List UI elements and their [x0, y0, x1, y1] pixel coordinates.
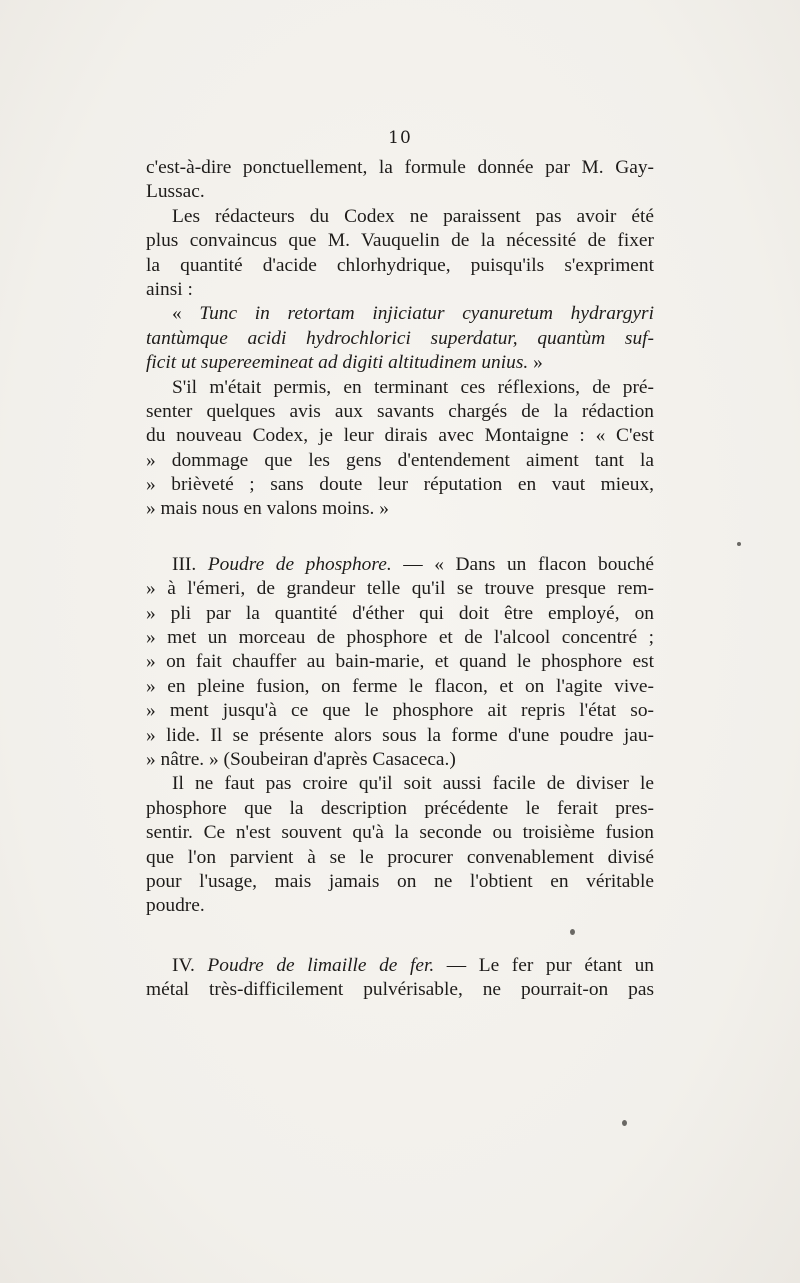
text-line: du nouveau Codex, je leur dirais avec Montaigne : « C'est [146, 425, 654, 447]
text-line: que l'on parvient à se le procurer convenablement divisé [146, 846, 654, 868]
text-line: » lide. Il se présente alors sous la forme d'une poudre jau- [146, 724, 654, 746]
text-line: pour l'usage, mais jamais on ne l'obtient en véritable [146, 870, 654, 892]
text-line: » mais nous en valons moins. » [146, 498, 389, 520]
text-line: » ment jusqu'à ce que le phosphore ait repris l'état so- [146, 700, 654, 722]
section-spacer [146, 522, 654, 553]
text-line: métal très-difficilement pulvérisable, ne pourrait-on pas [146, 979, 654, 1001]
latin-quote-line: ficit ut supereemineat ad digiti altitudinem unius. » [146, 352, 543, 374]
text-line: senter quelques avis aux savants chargés de la rédaction [146, 400, 654, 422]
paragraph-start: Les rédacteurs du Codex ne paraissent pas avoir été [172, 205, 654, 227]
text-line: » pli par la quantité d'éther qui doit être employé, on [146, 602, 654, 624]
body-text [146, 156, 654, 1003]
ink-speck [622, 1120, 627, 1126]
latin-quote-line [146, 327, 654, 351]
latin-quote-text: Tunc in retortam injiciatur cyanuretum hydrargyri [199, 303, 654, 325]
paragraph-start: Il ne faut pas croire qu'il soit aussi facile de diviser le [172, 773, 654, 795]
text-line: » brièveté ; sans doute leur réputation en vaut mieux, [146, 474, 654, 496]
text-line: sentir. Ce n'est souvent qu'à la seconde ou troisième fusion [146, 822, 654, 844]
section-title: Poudre de limaille de fer. [207, 954, 435, 976]
latin-quote-text: ficit ut supereemineat ad digiti altitudinem unius. [146, 352, 529, 374]
text-line: c'est-à-dire ponctuellement, la formule donnée par M. Gay- [146, 157, 654, 178]
text-line: poudre. [146, 895, 205, 917]
text-line: la quantité d'acide chlorhydrique, puisqu'ils s'expriment [146, 254, 654, 276]
text-line: » met un morceau de phosphore et de l'alcool concentré ; [146, 627, 654, 649]
section-heading-line: III. Poudre de phosphore. — « Dans un flacon bouché [172, 553, 654, 575]
section-spacer [146, 919, 654, 954]
section-title: Poudre de phosphore. [207, 553, 392, 575]
latin-quote-text: tantùmque acidi hydrochlorici superdatur, quantùm suf- [146, 327, 654, 349]
text-line: plus convaincus que M. Vauquelin de la nécessité de fixer [146, 230, 654, 252]
ink-speck [737, 542, 741, 546]
text-line: » on fait chauffer au bain-marie, et quand le phosphore est [146, 651, 654, 673]
text-line: » nâtre. » (Soubeiran d'après Casaceca.) [146, 748, 456, 770]
text-line: Lussac. [146, 181, 205, 203]
text-line: » dommage que les gens d'entendement aiment tant la [146, 449, 654, 471]
text-line: » à l'émeri, de grandeur telle qu'il se trouve presque rem- [146, 578, 654, 600]
text-line: » en pleine fusion, on ferme le flacon, et on l'agite vive- [146, 675, 654, 697]
text-line: phosphore que la description précédente le ferait pres- [146, 797, 654, 819]
latin-quote-line: « Tunc in retortam injiciatur cyanuretum hydrargyri [172, 303, 654, 325]
page-number: 10 [388, 128, 412, 148]
section-heading-line: IV. Poudre de limaille de fer. — Le fer pur étant un [172, 954, 655, 976]
paragraph-start: S'il m'était permis, en terminant ces réflexions, de pré- [172, 376, 654, 398]
text-line: ainsi : [146, 278, 193, 300]
ink-speck [570, 929, 575, 935]
